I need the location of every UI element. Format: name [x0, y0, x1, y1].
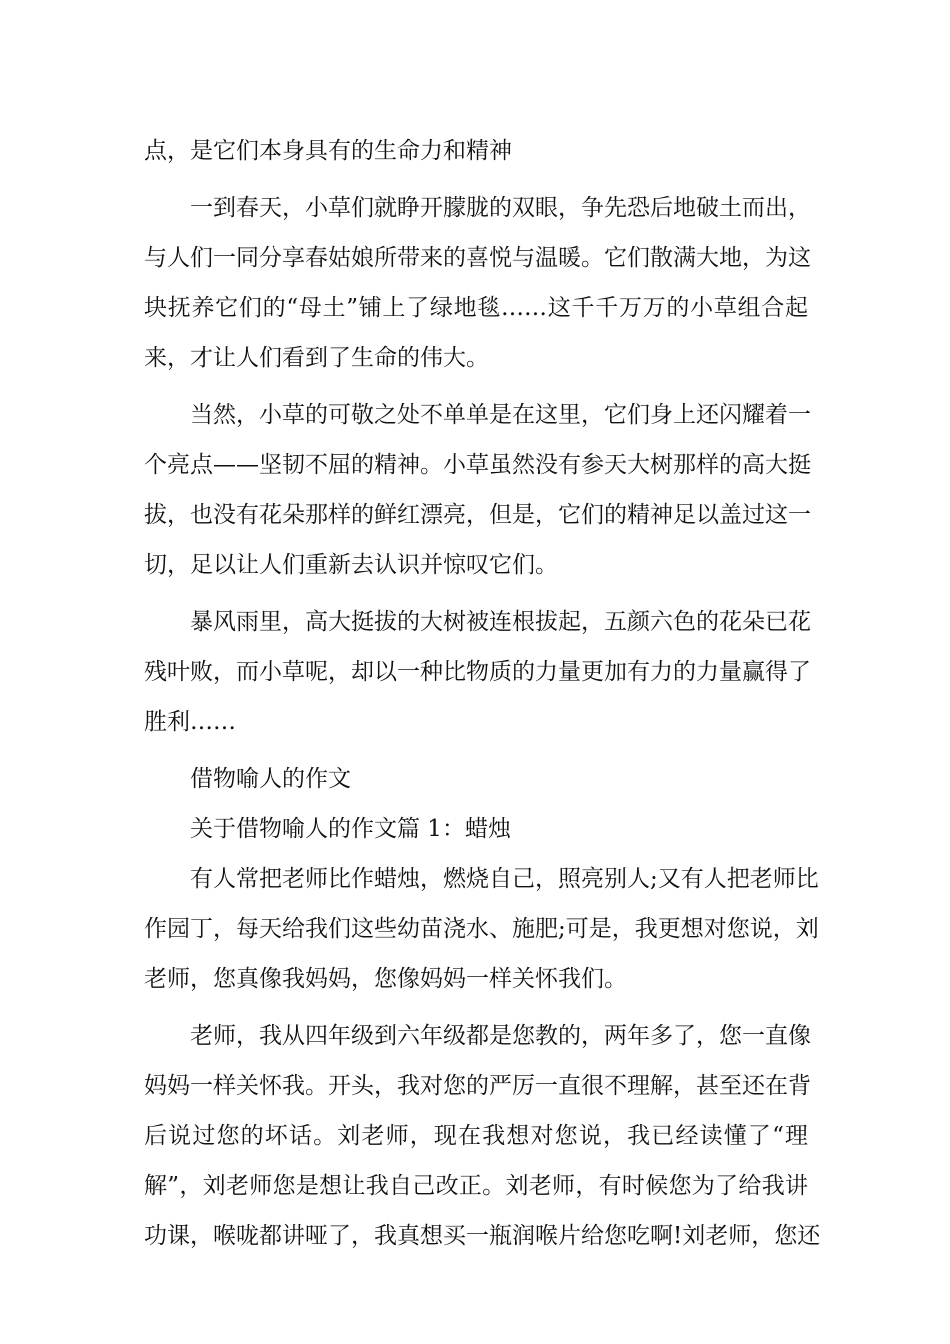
text-line: 作园丁，每天给我们这些幼苗浇水、施肥;可是，我更想对您说，刘: [144, 916, 819, 942]
text-line: 残叶败，而小草呢，却以一种比物质的力量更加有力的力量赢得了: [144, 659, 811, 685]
text-line: 有人常把老师比作蜡烛，燃烧自己，照亮别人;又有人把老师比: [190, 866, 819, 892]
paragraph: [144, 601, 811, 751]
text-line: 拔，也没有花朵那样的鲜红漂亮，但是，它们的精神足以盖过这一: [144, 502, 811, 528]
text-line: 老师，我从四年级到六年级都是您教的，两年多了，您一直像: [190, 1023, 811, 1049]
paragraph: [144, 858, 819, 1008]
text-line: 解”，刘老师您是想让我自己改正。刘老师，有时候您为了给我讲: [144, 1173, 808, 1199]
text-line: 老师，您真像我妈妈，您像妈妈一样关怀我们。: [144, 966, 627, 992]
text-line: 点，是它们本身具有的生命力和精神: [144, 138, 512, 164]
text-line: 妈妈一样关怀我。开头，我对您的严厉一直很不理解，甚至还在背: [144, 1073, 811, 1099]
text-line: 胜利……: [144, 709, 236, 735]
text-line: 来，才让人们看到了生命的伟大。: [144, 345, 489, 371]
text-line: 功课，喉咙都讲哑了，我真想买一瓶润喉片给您吃啊!刘老师，您还: [144, 1223, 821, 1249]
paragraph: [144, 1015, 821, 1265]
text-line: 切，足以让人们重新去认识并惊叹它们。: [144, 552, 558, 578]
document-body: [144, 130, 821, 1265]
text-line: 块抚养它们的“母土”铺上了绿地毯……这千千万万的小草组合起: [144, 295, 808, 321]
paragraph: [144, 187, 811, 387]
paragraph: [144, 394, 811, 594]
text-line: 与人们一同分享春姑娘所带来的喜悦与温暖。它们散满大地，为这: [144, 245, 811, 271]
paragraph: [144, 130, 808, 180]
text-line: 个亮点——坚韧不屈的精神。小草虽然没有参天大树那样的高大挺: [144, 452, 811, 478]
text-line: 暴风雨里，高大挺拔的大树被连根拔起，五颜六色的花朵已花: [190, 609, 811, 635]
section-title: 借物喻人的作文: [190, 766, 351, 792]
text-line: 一到春天，小草们就睁开朦胧的双眼，争先恐后地破土而出，: [190, 195, 811, 221]
text-line: 当然，小草的可敬之处不单单是在这里，它们身上还闪耀着一: [190, 402, 811, 428]
text-line: 后说过您的坏话。刘老师，现在我想对您说，我已经读懂了“理: [144, 1123, 808, 1149]
article-title: 关于借物喻人的作文篇 1：蜡烛: [190, 816, 511, 842]
